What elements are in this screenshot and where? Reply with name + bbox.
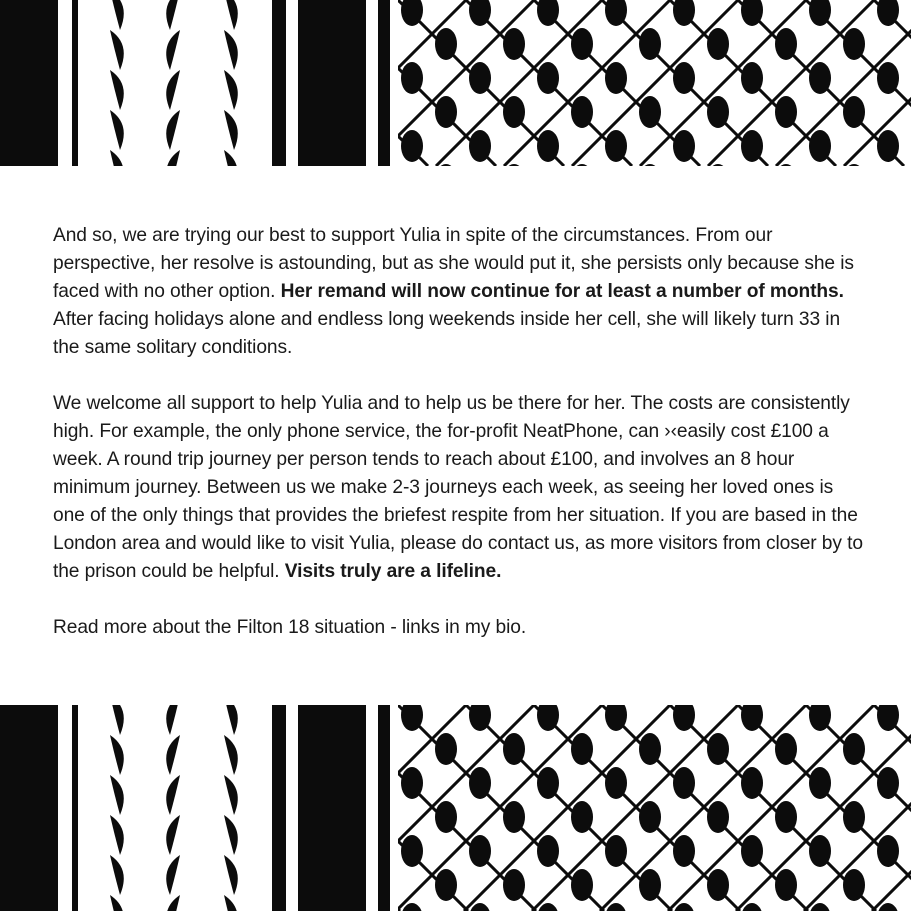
oval-motif bbox=[673, 130, 695, 162]
stripe-bar bbox=[272, 0, 286, 166]
oval-motif bbox=[673, 835, 695, 867]
oval-motif bbox=[809, 130, 831, 162]
paragraph-read-more: Read more about the Filton 18 situation - links in my bio. bbox=[53, 617, 527, 638]
leaf-motif bbox=[110, 775, 124, 815]
leaf-motif bbox=[110, 150, 124, 166]
oval-motif bbox=[435, 28, 457, 60]
oval-motif bbox=[809, 62, 831, 94]
stripe-bar bbox=[72, 705, 78, 911]
leaf-motif bbox=[166, 735, 180, 775]
oval-motif bbox=[639, 801, 661, 833]
oval-motif bbox=[775, 801, 797, 833]
keffiyeh-pattern-graphic bbox=[0, 705, 911, 911]
stripe-bar bbox=[0, 0, 58, 166]
oval-motif bbox=[843, 733, 865, 765]
oval-motif bbox=[537, 130, 559, 162]
oval-motif bbox=[843, 96, 865, 128]
oval-motif bbox=[877, 130, 899, 162]
oval-motif bbox=[435, 869, 457, 901]
net-line bbox=[192, 705, 398, 911]
oval-motif bbox=[503, 28, 525, 60]
leaf-motif bbox=[166, 705, 180, 735]
keffiyeh-pattern-bottom bbox=[0, 705, 911, 911]
oval-motif bbox=[741, 62, 763, 94]
leaf-motif bbox=[224, 735, 238, 775]
leaf-motif bbox=[110, 735, 124, 775]
oval-motif bbox=[605, 835, 627, 867]
leaf-motif bbox=[224, 110, 238, 150]
leaf-motif bbox=[224, 705, 238, 735]
oval-motif bbox=[469, 62, 491, 94]
leaf-motif bbox=[224, 855, 238, 895]
oval-motif bbox=[843, 28, 865, 60]
leaf-motif bbox=[224, 150, 238, 166]
leaf-motif bbox=[110, 110, 124, 150]
remand-highlight: Her remand will now continue for at least a number of months. bbox=[280, 281, 844, 302]
lifeline-highlight: Visits truly are a lifeline. bbox=[284, 561, 502, 582]
net-line bbox=[368, 0, 534, 166]
oval-motif bbox=[571, 96, 593, 128]
oval-motif bbox=[639, 96, 661, 128]
leaf-motif bbox=[224, 815, 238, 855]
leaf-motif bbox=[166, 110, 180, 150]
oval-motif bbox=[401, 130, 423, 162]
oval-motif bbox=[503, 801, 525, 833]
stripe-bar bbox=[72, 0, 78, 166]
oval-motif bbox=[605, 130, 627, 162]
net-line bbox=[708, 0, 874, 166]
oval-motif bbox=[537, 767, 559, 799]
oval-motif bbox=[775, 28, 797, 60]
stripe-bar bbox=[378, 705, 390, 911]
oval-motif bbox=[707, 801, 729, 833]
oval-motif bbox=[571, 869, 593, 901]
stripe-bar bbox=[298, 0, 366, 166]
leaf-motif bbox=[224, 70, 238, 110]
oval-motif bbox=[605, 62, 627, 94]
keffiyeh-pattern-top bbox=[0, 0, 911, 166]
leaf-motif bbox=[166, 70, 180, 110]
leaf-motif bbox=[110, 0, 124, 30]
oval-motif bbox=[741, 835, 763, 867]
oval-motif bbox=[707, 869, 729, 901]
leaf-motif bbox=[166, 30, 180, 70]
oval-motif bbox=[571, 733, 593, 765]
oval-motif bbox=[809, 767, 831, 799]
net-line bbox=[436, 0, 602, 166]
oval-motif bbox=[673, 767, 695, 799]
oval-motif bbox=[843, 869, 865, 901]
oval-motif bbox=[537, 835, 559, 867]
net-line bbox=[504, 0, 670, 166]
oval-motif bbox=[401, 767, 423, 799]
stripe-bar bbox=[0, 705, 58, 911]
net-line bbox=[58, 0, 224, 166]
oval-motif bbox=[435, 733, 457, 765]
leaf-motif bbox=[224, 895, 238, 911]
stripe-bar bbox=[378, 0, 390, 166]
keffiyeh-pattern-graphic bbox=[0, 0, 911, 166]
leaf-motif bbox=[224, 30, 238, 70]
net-line bbox=[736, 705, 911, 911]
leaf-motif bbox=[166, 855, 180, 895]
oval-motif bbox=[435, 96, 457, 128]
oval-motif bbox=[435, 801, 457, 833]
oval-motif bbox=[775, 869, 797, 901]
oval-motif bbox=[503, 869, 525, 901]
paragraph-remand: And so, we are trying our best to support Yulia in spite of the circumstances. From our perspective, her resolve is astounding, but as she would put it, she persists only because she is faced with no other option. Her remand will now continue for at least a number of months. After facing holidays alone and endless long weekends inside her cell, she will likely turn 33 in the same solitary conditions. bbox=[53, 225, 854, 358]
leaf-motif bbox=[110, 705, 124, 735]
leaf-motif bbox=[110, 855, 124, 895]
leaf-motif bbox=[166, 150, 180, 166]
oval-motif bbox=[469, 835, 491, 867]
oval-motif bbox=[503, 96, 525, 128]
leaf-motif bbox=[110, 70, 124, 110]
oval-motif bbox=[843, 801, 865, 833]
net-line bbox=[572, 0, 738, 166]
leaf-motif bbox=[166, 775, 180, 815]
oval-motif bbox=[775, 96, 797, 128]
oval-motif bbox=[673, 62, 695, 94]
oval-motif bbox=[639, 28, 661, 60]
oval-motif bbox=[877, 62, 899, 94]
oval-motif bbox=[503, 733, 525, 765]
oval-motif bbox=[639, 869, 661, 901]
oval-motif bbox=[707, 28, 729, 60]
oval-motif bbox=[571, 28, 593, 60]
leaf-motif bbox=[224, 775, 238, 815]
oval-motif bbox=[741, 767, 763, 799]
oval-motif bbox=[707, 733, 729, 765]
leaf-motif bbox=[166, 815, 180, 855]
leaf-motif bbox=[110, 895, 124, 911]
oval-motif bbox=[469, 767, 491, 799]
oval-motif bbox=[639, 733, 661, 765]
net-line bbox=[126, 0, 292, 166]
net-line bbox=[640, 0, 806, 166]
oval-motif bbox=[469, 130, 491, 162]
oval-motif bbox=[877, 767, 899, 799]
oval-motif bbox=[605, 767, 627, 799]
oval-motif bbox=[537, 62, 559, 94]
oval-motif bbox=[707, 96, 729, 128]
leaf-motif bbox=[110, 815, 124, 855]
leaf-motif bbox=[110, 30, 124, 70]
stripe-bar bbox=[272, 705, 286, 911]
oval-motif bbox=[741, 130, 763, 162]
leaf-motif bbox=[166, 895, 180, 911]
net-line bbox=[738, 705, 911, 911]
oval-motif bbox=[775, 733, 797, 765]
paragraph-support: We welcome all support to help Yulia and to help us be there for her. The costs are consistently high. For example, the only phone service, the for-profit NeatPhone, can ›‹easily cost £100 a week. A round trip journey per person tends to reach about £100, and involves an 8 hour minimum journey. Between us we make 2-3 journeys each week, as seeing her loved ones is one of the only things that provides the briefest respite from her situation. If you are based in the London area and would like to visit Yulia, please do contact us, as more visitors from closer by to the prison could be helpful. Visits truly are a lifeline. bbox=[53, 393, 863, 582]
stripe-bar bbox=[298, 705, 366, 911]
oval-motif bbox=[401, 835, 423, 867]
oval-motif bbox=[571, 801, 593, 833]
oval-motif bbox=[877, 835, 899, 867]
article-body bbox=[53, 222, 868, 642]
oval-motif bbox=[401, 62, 423, 94]
leaf-motif bbox=[166, 0, 180, 30]
leaf-motif bbox=[224, 0, 238, 30]
oval-motif bbox=[809, 835, 831, 867]
